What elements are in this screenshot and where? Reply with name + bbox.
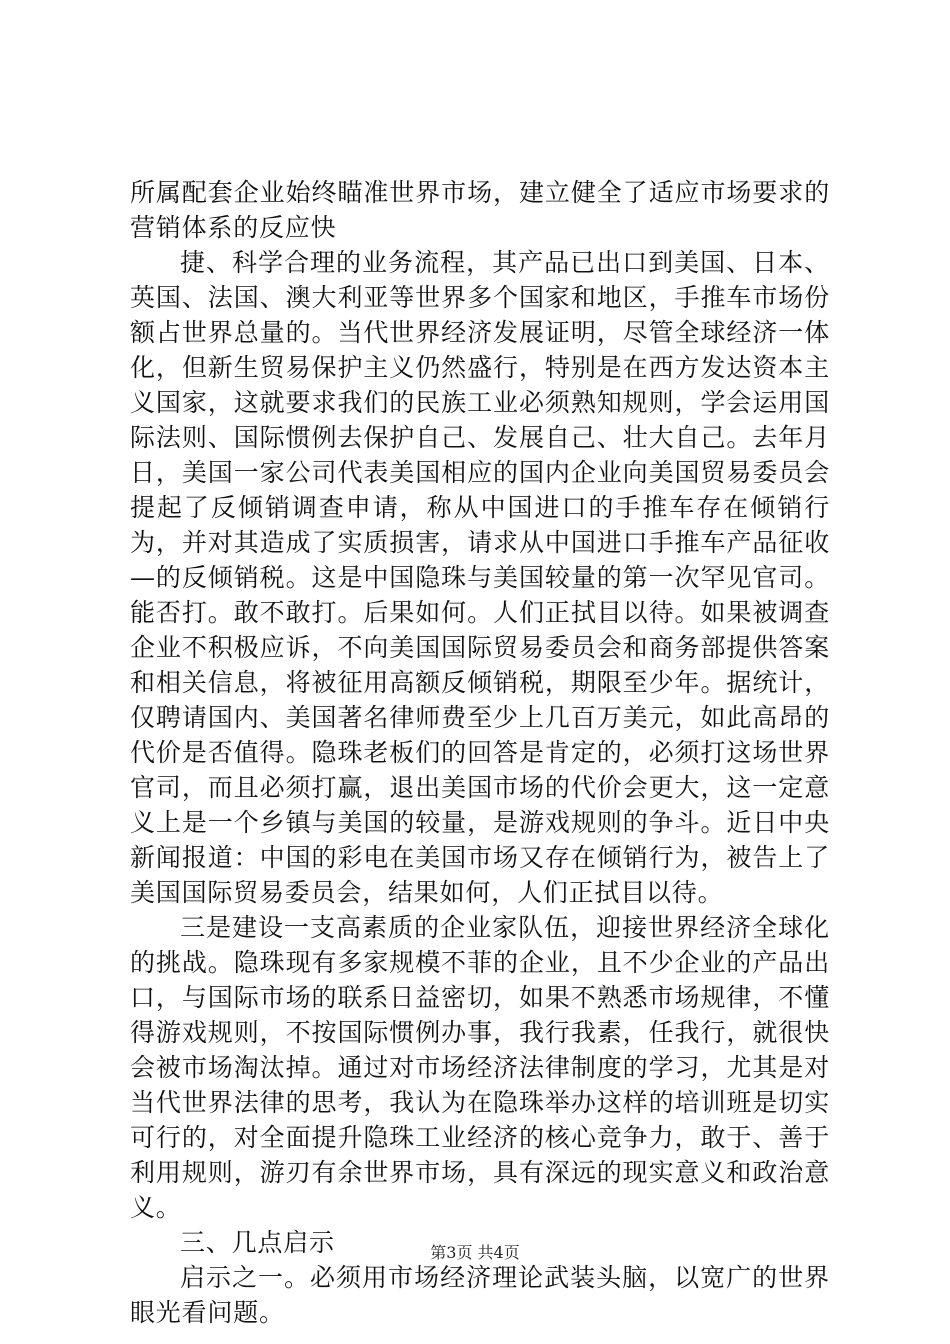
paragraph-trade-dispute: 捷、科学合理的业务流程，其产品已出口到美国、日本、英国、法国、澳大利亚等世界多个国家和地区，手推车市场份额占世界总量的。当代世界经济发展证明，尽管全球经济一体化，但新生贸易保护主义仍然盛行，特别是在西方发达资本主义国家，这就要求我们的民族工业必须熟知规则，学会运用国际法则、国际惯例去保护自己、发展自己、壮大自己。去年月日，美国一家公司代表美国相应的国内企业向美国贸易委员会提起了反倾销调查申请，称从中国进口的手推车存在倾销行为，并对其造成了实质损害，请求从中国进口手推车产品征收—的反倾销税。这是中国隐珠与美国较量的第一次罕见官司。能否打。敢不敢打。后果如何。人们正拭目以待。如果被调查企业不积极应诉，不向美国国际贸易委员会和商务部提供答案和相关信息，将被征用高额反倾销税，期限至少年。据统计，仅聘请国内、美国著名律师费至少上几百万美元，如此高昂的代价是否值得。隐珠老板们的回答是肯定的，必须打这场世界官司，而且必须打赢，退出美国市场的代价会更大，这一定意义上是一个乡镇与美国的较量，是游戏规则的争斗。近日中央新闻报道：中国的彩电在美国市场又存在倾销行为，被告上了美国国际贸易委员会，结果如何，人们正拭目以待。 [130,248,830,907]
section-heading: 三、几点启示 [180,1228,335,1257]
paragraph-entrepreneurs: 三是建设一支高素质的企业家队伍，迎接世界经济全球化的挑战。隐珠现有多家规模不菲的企业，且不少企业的产品出口，与国际市场的联系日益密切，如果不熟悉市场规律，不懂得游戏规则，不按国际惯例办事，我行我素，任我行，就很快会被市场淘汰掉。通过对市场经济法律制度的学习，尤其是对当代世界法律的思考，我认为在隐珠举办这样的培训班是切实可行的，对全面提升隐珠工业经济的核心竞争力，敢于、善于利用规则，游刃有余世界市场，具有深远的现实意义和政治意义。 [130,913,830,1222]
page-number-footer: 第3页 共4页 [430,1243,520,1262]
paragraph-continuation: 所属配套企业始终瞄准世界市场，建立健全了适应市场要求的营销体系的反应快 [130,178,830,242]
paragraph-insight-one: 启示之一。必须用市场经济理论武装头脑，以宽广的世界眼光看问题。 [130,1263,830,1327]
document-body [130,175,830,1330]
